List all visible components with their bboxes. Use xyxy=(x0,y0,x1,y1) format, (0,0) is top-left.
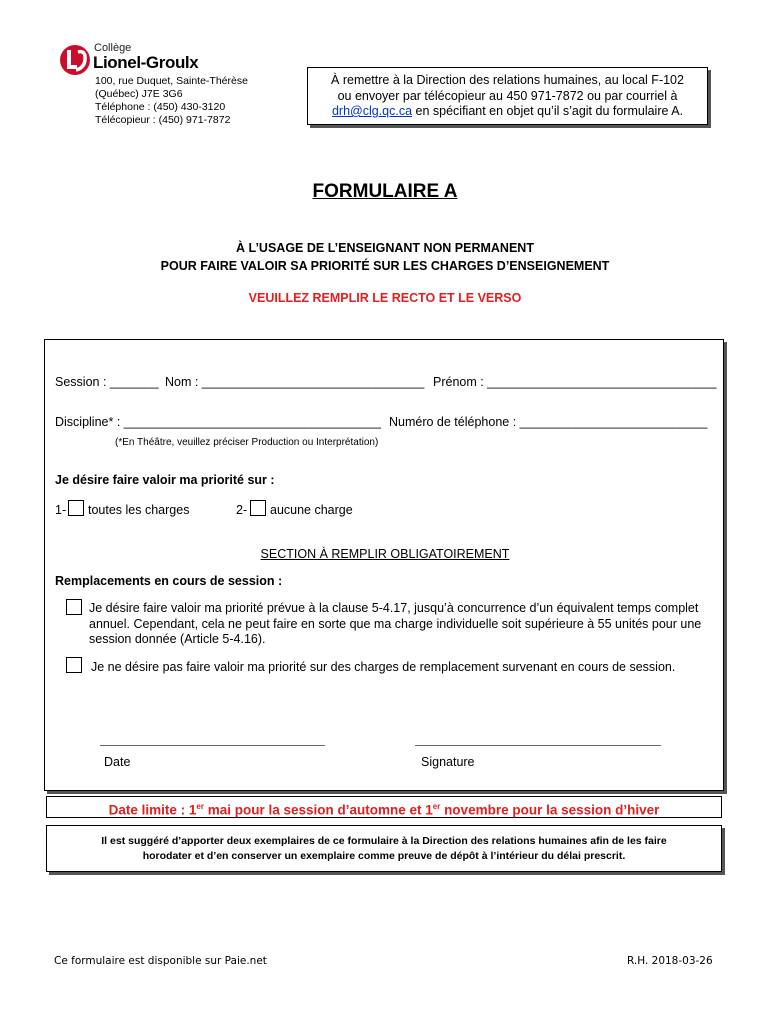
remit-line: ou envoyer par télécopieur au 450 971-7872 ou par courriel à xyxy=(337,88,678,103)
college-address xyxy=(95,75,248,127)
remit-line xyxy=(308,104,707,120)
option2-number: 2- xyxy=(236,503,248,517)
clause2-text: Je ne désire pas faire valoir ma priorité sur des charges de remplacement survenant en cours de session. xyxy=(91,660,676,674)
clause1-checkbox[interactable] xyxy=(66,599,82,615)
theatre-note: (*En Théâtre, veuillez préciser Production ou Interprétation) xyxy=(115,437,379,448)
address-line: (Québec) J7E 3G6 xyxy=(95,88,183,100)
form-subtitle: À L’USAGE DE L’ENSEIGNANT NON PERMANENT xyxy=(236,241,534,255)
address-line: 100, rue Duquet, Sainte-Thérèse xyxy=(95,75,248,87)
session-field[interactable]: Session : _______ xyxy=(55,375,159,389)
suggestion-line: horodater et d’en conserver un exemplaire comme preuve de dépôt à l’intérieur du délai prescrit. xyxy=(142,850,626,862)
college-label: Collège xyxy=(94,42,132,54)
footer-revision: R.H. 2018-03-26 xyxy=(627,955,713,967)
replacement-heading: Remplacements en cours de session : xyxy=(55,574,283,588)
nom-field[interactable]: Nom : ________________________________ xyxy=(165,375,425,389)
suggestion-line: Il est suggéré d’apporter deux exemplaires de ce formulaire à la Direction des relations humaines afin de les faire xyxy=(101,835,667,847)
mandatory-section-title: SECTION À REMPLIR OBLIGATOIREMENT xyxy=(260,547,510,561)
deadline-text: Date limite : 1 xyxy=(108,802,197,818)
address-line: Télécopieur : (450) 971-7872 xyxy=(95,114,231,126)
remit-line-rest: en spécifiant en objet qu’il s’agit du formulaire A. xyxy=(412,104,684,118)
clause1-text xyxy=(89,601,701,648)
option1-label: toutes les charges xyxy=(88,503,190,517)
clause1-line: annuel. Cependant, cela ne peut faire en sorte que ma charge individuelle soit supérieure à 55 unités pour une xyxy=(89,616,702,631)
clause1-line: Je désire faire valoir ma priorité prévue à la clause 5-4.17, jusqu’à concurrence d’un équivalent temps complet xyxy=(89,601,699,615)
submission-instructions-box xyxy=(307,67,708,125)
form-title: FORMULAIRE A xyxy=(312,181,458,202)
email-link[interactable]: drh@clg.qc.ca xyxy=(331,104,413,118)
option2-label: aucune charge xyxy=(270,503,353,517)
date-label: Date xyxy=(104,755,131,769)
date-line[interactable] xyxy=(100,745,325,746)
college-name: Lionel-Groulx xyxy=(93,53,199,72)
form-subtitle: POUR FAIRE VALOIR SA PRIORITÉ SUR LES CHARGES D’ENSEIGNEMENT xyxy=(160,259,610,273)
signature-label: Signature xyxy=(421,755,475,769)
form-box xyxy=(44,339,724,791)
deadline-text: novembre pour la session d’hiver xyxy=(440,802,660,818)
deadline-box xyxy=(46,796,722,818)
remit-line: À remettre à la Direction des relations humaines, au local F-102 xyxy=(331,73,684,87)
signature-line[interactable] xyxy=(415,745,661,746)
telephone-field[interactable]: Numéro de téléphone : ___________________________ xyxy=(389,415,708,429)
option1-checkbox[interactable] xyxy=(68,500,84,516)
deadline-sup: er xyxy=(196,802,204,811)
suggestion-box xyxy=(46,825,722,872)
deadline-sup: er xyxy=(432,802,441,811)
recto-verso-notice: VEUILLEZ REMPLIR LE RECTO ET LE VERSO xyxy=(248,291,522,305)
clause1-line: session donnée (Article 5-4.16). xyxy=(89,632,266,646)
priority-heading: Je désire faire valoir ma priorité sur : xyxy=(55,473,275,487)
discipline-field[interactable]: Discipline* : _____________________________________ xyxy=(55,415,381,429)
address-line: Téléphone : (450) 430-3120 xyxy=(95,101,226,113)
option2-checkbox[interactable] xyxy=(250,500,266,516)
clause2-checkbox[interactable] xyxy=(66,657,82,673)
option1-number: 1- xyxy=(55,503,67,517)
prenom-field[interactable]: Prénom : _________________________________ xyxy=(433,375,717,389)
footer-availability: Ce formulaire est disponible sur Paie.net xyxy=(54,955,267,967)
deadline-text: mai pour la session d’automne et 1 xyxy=(203,802,433,818)
